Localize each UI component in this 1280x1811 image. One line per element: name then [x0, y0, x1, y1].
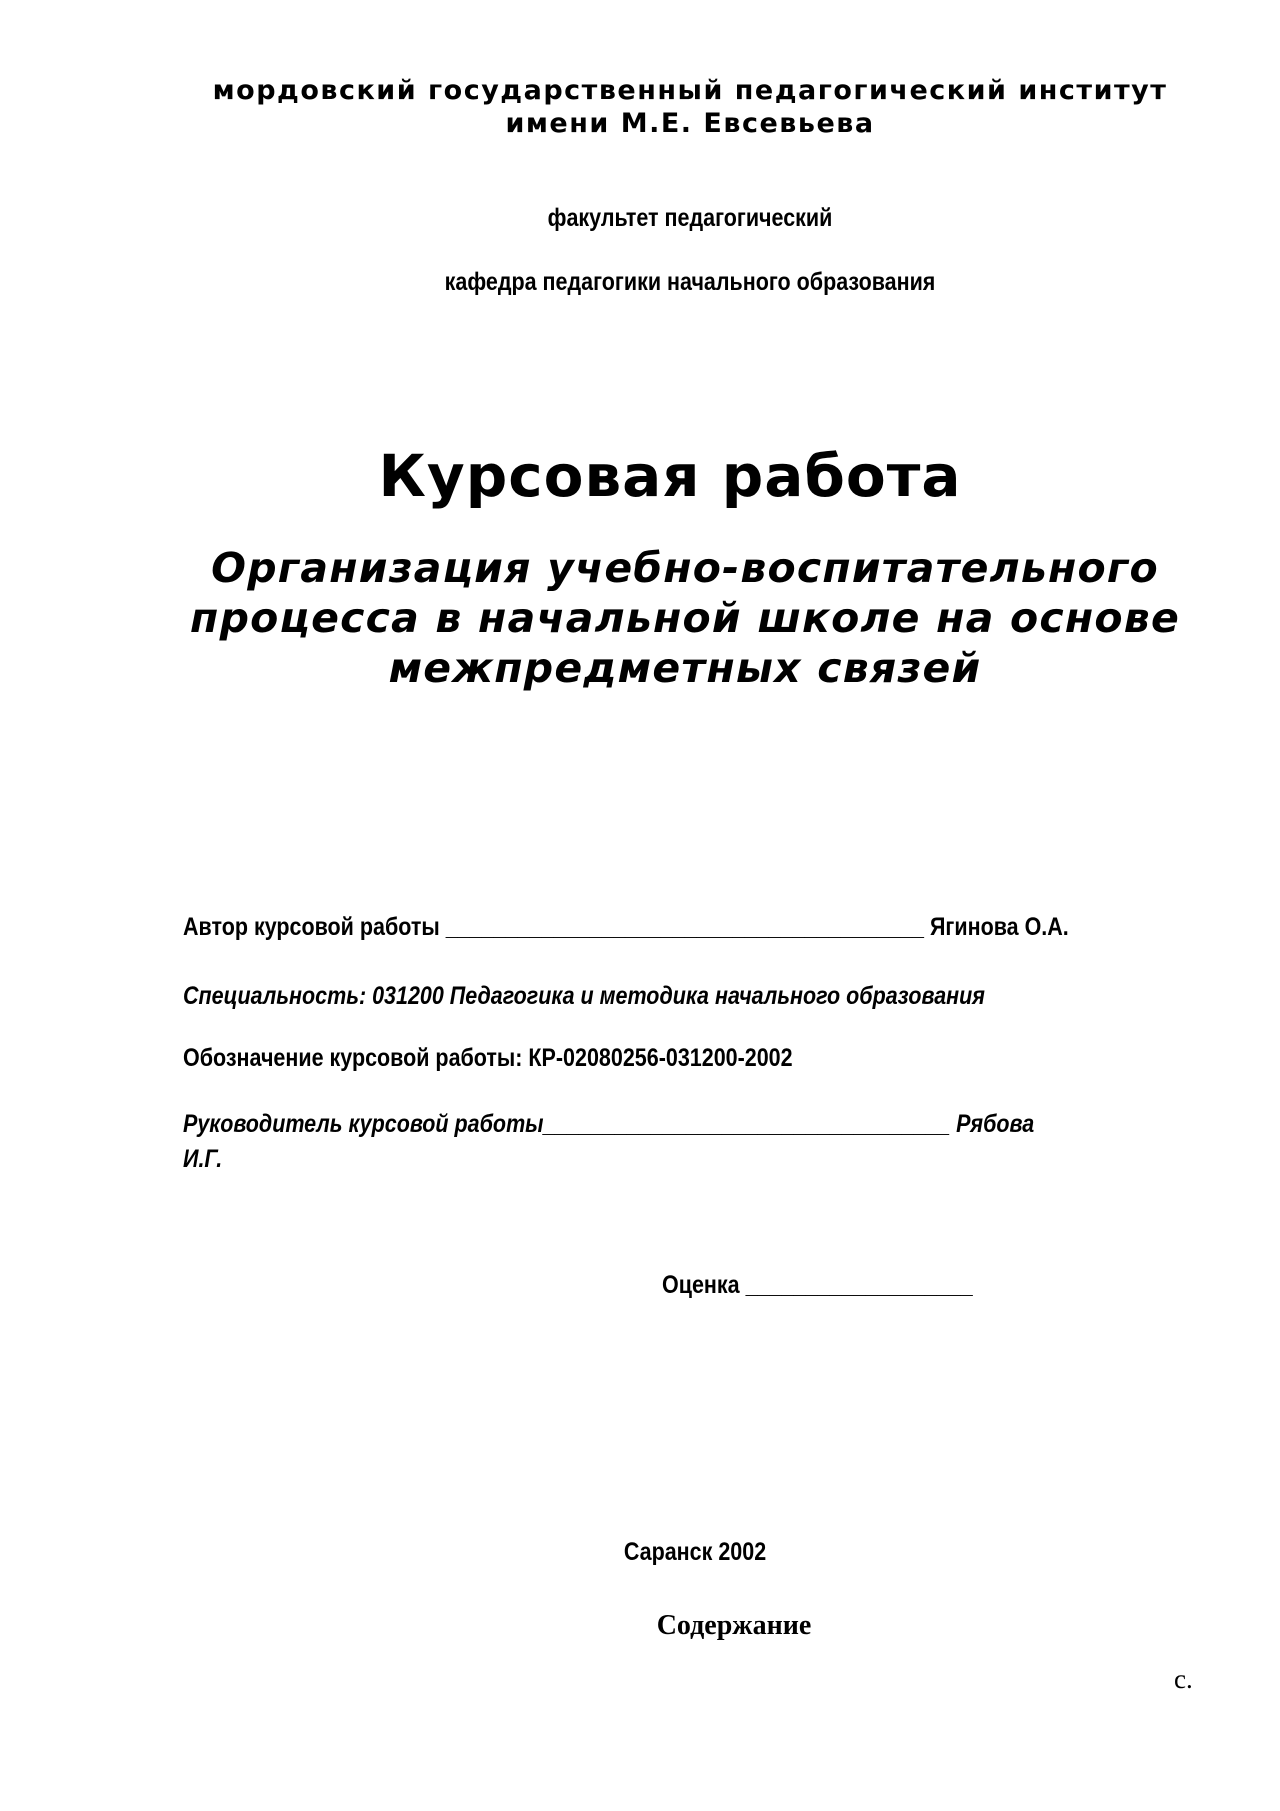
thesis-topic-line3: межпредметных связей	[388, 644, 982, 692]
author-line: Автор курсовой работы ________________________________________ Ягинова О.А.	[183, 913, 1069, 941]
contents-heading: Содержание	[656, 1610, 812, 1641]
document-title: Курсовая работа	[378, 442, 962, 510]
faculty-name: факультет педагогический	[547, 204, 833, 232]
institution-name-line1: мордовский государственный педагогический институт	[212, 75, 1168, 106]
grade-line: Оценка ___________________	[662, 1271, 973, 1299]
designation-line: Обозначение курсовой работы: КР-02080256-031200-2002	[183, 1044, 793, 1072]
thesis-topic-line2: процесса в начальной школе на основе	[190, 594, 1180, 642]
page-column-label: с.	[1174, 1664, 1193, 1694]
chair-name: кафедра педагогики начального образования	[444, 268, 936, 296]
thesis-topic-line1: Организация учебно-воспитательного	[211, 544, 1159, 592]
supervisor-initials: И.Г.	[183, 1145, 223, 1173]
supervisor-line: Руководитель курсовой работы__________________________________ Рябова	[183, 1110, 1035, 1138]
city-year: Саранск 2002	[623, 1538, 767, 1566]
specialty-line: Специальность: 031200 Педагогика и методика начального образования	[183, 982, 985, 1010]
institution-name-line2: имени М.Е. Евсевьева	[505, 108, 875, 139]
